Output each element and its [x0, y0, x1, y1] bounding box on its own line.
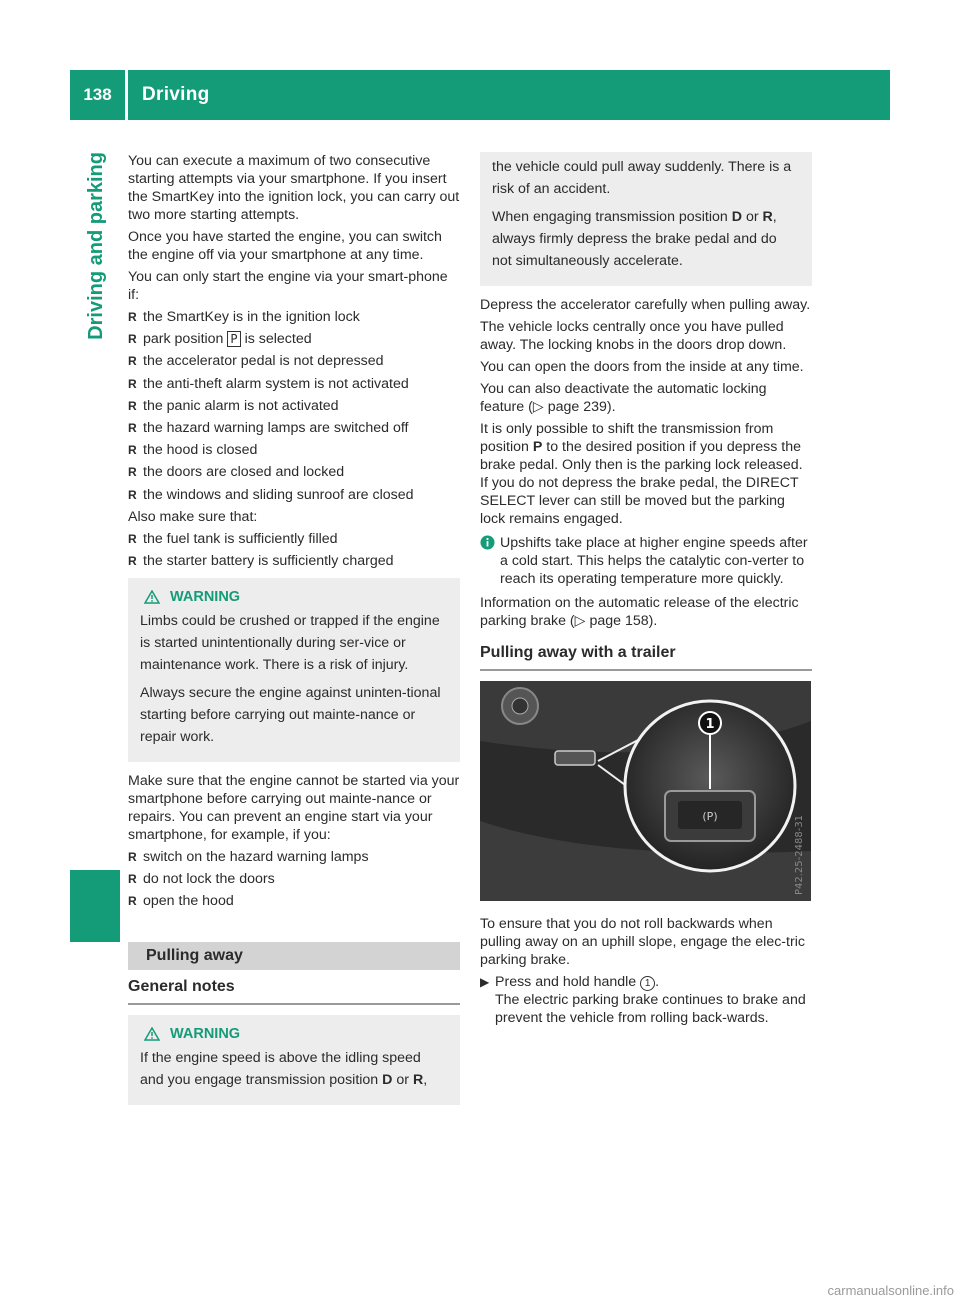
paragraph: It is only possible to shift the transmission from position P to the desired position if you depress the brake pedal. Only then is the parking lock released. If you do not depress the brake pedal, the DIRECT SELECT lever can still be moved but the parking lock remains engaged.: [480, 421, 803, 527]
bullet-icon: R: [128, 354, 137, 369]
list-item: R the fuel tank is sufficiently filled: [128, 530, 338, 547]
list-item: R the anti-theft alarm system is not activated: [128, 375, 409, 392]
left-column: [128, 152, 460, 1115]
bullet-icon: R: [128, 872, 137, 887]
park-position-icon: P: [227, 331, 240, 347]
watermark: carmanualsonline.info: [827, 1283, 954, 1298]
photo-callout: 1: [705, 717, 715, 732]
bullet-icon: R: [128, 894, 137, 909]
warning-box: [128, 1015, 460, 1105]
paragraph: Once you have started the engine, you can switch the engine off via your smartphone at any time.: [128, 229, 442, 263]
paragraph: You can also deactivate the automatic locking feature (▷ page 239).: [480, 381, 767, 415]
paragraph: Depress the accelerator carefully when pulling away.: [480, 297, 811, 313]
warning-text: the vehicle could pull away suddenly. There is a risk of an accident.: [492, 159, 792, 197]
photo-code: P42.25-2488-31: [794, 814, 805, 895]
paragraph: You can open the doors from the inside at any time.: [480, 359, 804, 375]
paragraph: Make sure that the engine cannot be started via your smartphone before carrying out mainte-nance or repairs. You can prevent an engine start via your smartphone, for example, if you:: [128, 772, 460, 843]
warning-text: Always secure the engine against uninten-tional starting before carrying out mainte-nance or repair work.: [140, 684, 441, 745]
side-tab-label: Driving and parking: [85, 152, 107, 340]
side-tab: [85, 152, 117, 552]
conditions-list: [128, 308, 460, 504]
bullet-icon: R: [128, 376, 137, 391]
warning-text: If the engine speed is above the idling speed and you engage transmission position D or R,: [140, 1050, 428, 1089]
list-item: R park position P is selected: [128, 331, 312, 348]
page-number: 138: [83, 85, 112, 104]
bullet-icon: R: [128, 487, 137, 502]
step-result: The electric parking brake continues to brake and prevent the vehicle from rolling back-wards.: [495, 992, 806, 1026]
chapter-title: Driving: [142, 84, 210, 105]
list-item: R switch on the hazard warning lamps: [128, 848, 369, 865]
bullet-icon: R: [128, 443, 137, 458]
instruction-step: ▶ Press and hold handle 1 . The electric parking brake continues to brake and prevent the vehicle from rolling back-wards.: [480, 974, 806, 1026]
warning-text: When engaging transmission position D or R, always firmly depress the brake pedal and do not simultaneously accelerate.: [492, 209, 777, 269]
list-item: R the hood is closed: [128, 442, 258, 459]
list-item: R the accelerator pedal is not depressed: [128, 353, 384, 370]
info-icon: [480, 535, 495, 550]
paragraph: Information on the automatic release of the electric parking brake (▷ page 158).: [480, 595, 799, 629]
bullet-icon: R: [128, 398, 137, 413]
bullet-icon: R: [128, 420, 137, 435]
bullet-icon: R: [128, 531, 137, 546]
checks-list: [128, 530, 460, 570]
section-heading: Pulling away: [128, 942, 460, 970]
prevent-list: [128, 848, 460, 910]
subsection-heading: Pulling away with a trailer: [480, 644, 812, 671]
arrow-right-icon: ▶: [480, 975, 490, 989]
warning-box-continued: [480, 152, 812, 286]
warning-box: [128, 578, 460, 762]
paragraph: To ensure that you do not roll backwards when pulling away on an uphill slope, engage the elec-tric parking brake.: [480, 916, 805, 968]
warning-text: Limbs could be crushed or trapped if the engine is started unintentionally during ser-vice or maintenance work. There is a risk of injury.: [140, 612, 440, 673]
svg-text:(P): (P): [702, 810, 718, 823]
list-item: R the hazard warning lamps are switched off: [128, 419, 409, 436]
list-item: R the panic alarm is not activated: [128, 397, 339, 414]
paragraph: You can only start the engine via your smart-phone if:: [128, 269, 448, 303]
warning-heading: WARNING: [140, 586, 448, 608]
parking-brake-photo: [480, 681, 811, 901]
list-item: R the windows and sliding sunroof are closed: [128, 486, 414, 503]
list-item: R do not lock the doors: [128, 871, 275, 888]
paragraph: The vehicle locks centrally once you have pulled away. The locking knobs in the doors drop down.: [480, 319, 787, 353]
paragraph: You can execute a maximum of two consecutive starting attempts via your smartphone. If you insert the SmartKey into the ignition lock, you can carry out two more starting attempts.: [128, 153, 460, 223]
bullet-icon: R: [128, 849, 137, 864]
list-item: R the starter battery is sufficiently charged: [128, 552, 394, 569]
right-column: [480, 152, 812, 1027]
subsection-heading: General notes: [128, 978, 460, 1005]
bullet-icon: R: [128, 310, 137, 324]
page-header: [70, 70, 890, 120]
warning-heading: WARNING: [140, 1023, 448, 1045]
warning-triangle-icon: [144, 1027, 160, 1041]
side-tab-marker: [70, 870, 120, 942]
bullet-icon: R: [128, 332, 137, 347]
header-divider: [125, 70, 128, 120]
warning-triangle-icon: [144, 590, 160, 604]
bullet-icon: R: [128, 465, 137, 480]
callout-1-icon: 1: [640, 976, 655, 991]
list-item: R open the hood: [128, 893, 234, 910]
list-item: R the SmartKey is in the ignition lock: [128, 309, 360, 325]
bullet-icon: R: [128, 553, 137, 568]
info-note: Upshifts take place at higher engine speeds after a cold start. This helps the catalytic con-verter to reach its operating temperature more quickly.: [480, 534, 812, 588]
list-item: R the doors are closed and locked: [128, 464, 345, 481]
paragraph: Also make sure that:: [128, 508, 258, 525]
